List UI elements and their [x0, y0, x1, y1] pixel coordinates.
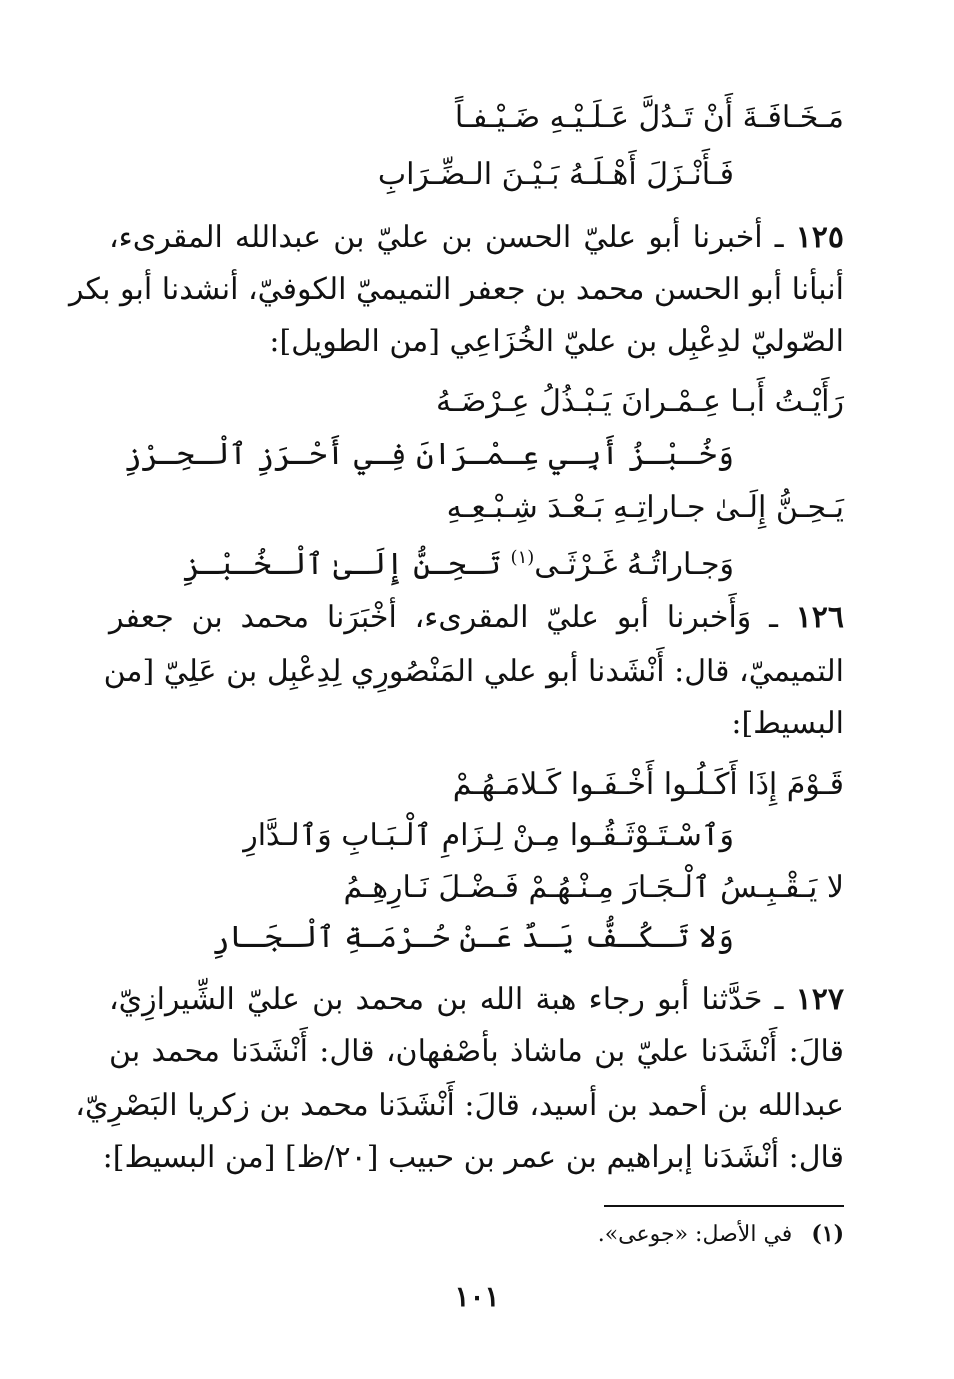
entry-125-line-1 [109, 218, 844, 258]
footnote-text: في الأصل: «جوعى». [597, 1222, 793, 1247]
verse-line: فَـأَنْـزَلَ أَهْـلَـهُ بَـيْـنَ الـضِّـرَابِ [377, 157, 734, 192]
entry-125-line-2: أنبأنا أبو الحسن محمد بن جعفر التميميّ الكوفيّ، أنشدنا أبو بكر [69, 272, 844, 307]
verse-line: وَخُـبْـزُ أَبِـي عِـمْـرَانَ فِـي أَحْـرَزِ ٱلْـحِـرْزِ [123, 437, 734, 472]
verse-line: لا يَـقْـبِـسُ ٱلْـجَـارَ مِـنْـهُـمْ فَـضْـلَ نَـارِهِـمُ [343, 870, 844, 905]
verse-part: وَجـاراتُـهُ غَـرْثَـى [534, 547, 734, 582]
entry-125-line-3: الصّوليّ لدِعْبِل بن عليّ الخُزَاعِي [من الطويل]: [269, 324, 844, 359]
entry-text: ـ وَأَخبرنا أبو عليّ المقرىء، أخْبَرَنا محمد بن جعفر [109, 600, 778, 635]
footnote-mark: (١) [811, 1221, 844, 1247]
verse-line: وَلا تَـكُـفُّ يَـدٌ عَـنْ حُـرْمَـةِ ٱلْـجَـارِ [211, 920, 734, 955]
entry-text: ـ حَدَّثنا أبو رجاء هبة الله بن محمد بن عليّ الشِّيرازِيّ، [109, 982, 784, 1017]
entry-126-line-1 [109, 598, 844, 638]
entry-number: ١٢٦ [795, 600, 844, 635]
verse-line: مَـخَـافَـةَ أَنْ تَـدُلَّ عَـلَـيْـهِ ضَـيْـفـاً [454, 100, 844, 135]
entry-127-line-1 [109, 980, 844, 1020]
entry-127-line-2: قالَ: أَنْشَدَنا عليّ بن ماشاذ بأصْفهان، قال: أَنْشَدَنا محمد بن [109, 1034, 844, 1069]
footnote-reference: (١) [510, 547, 535, 568]
entry-text: ـ أخبرنا أبو عليّ الحسن بن عليّ بن عبدالله المقرىء، [109, 220, 784, 255]
entry-127-line-4: قال: أنْشَدَنا إبراهيم بن عمر بن حبيب [٢٠/ظ] [من البسيط]: [102, 1140, 844, 1175]
verse-line: يَـحِـنُّ إِلَـىٰ جـاراتِـهِ بَـعْـدَ شِـبْـعِـهِ [446, 490, 844, 525]
verse-part: تَـحِـنُّ إِلَـىٰ ٱلْـخُـبْـزِ [183, 547, 501, 582]
entry-number: ١٢٥ [795, 220, 844, 255]
footnote [598, 1218, 844, 1251]
entry-number: ١٢٧ [795, 982, 844, 1017]
page-number: ١٠١ [454, 1280, 500, 1313]
entry-126-line-3: البسيط]: [731, 706, 844, 741]
entry-127-line-3: عبدالله بن أحمد بن أسيد، قالَ: أَنْشَدَنا محمد بن زكريا البَصْرِيّ، [75, 1088, 844, 1123]
verse-line: رَأَيْـتُ أَبـا عِـمْـرانَ يَـبْـذُلُ عِـرْضَـهُ [435, 384, 844, 419]
verse-line [183, 538, 734, 585]
entry-126-line-2: التميميّ، قال: أَنْشَدنا أبو علي المَنْصُورِي لِدِعْبِل بن عَلِيّ [من [103, 654, 844, 689]
verse-line: وَٱسْـتَـوْثَـقُـوا مِـنْ لِـزَامِ ٱلْـبَـابِ وَٱلـدَّارِ [243, 818, 734, 853]
verse-line: قَـوْمَ إِذَا أَكَـلُـوا أَخْـفَـوا كَـلامَـهُـمْ [452, 767, 844, 802]
footnote-divider [604, 1205, 844, 1207]
